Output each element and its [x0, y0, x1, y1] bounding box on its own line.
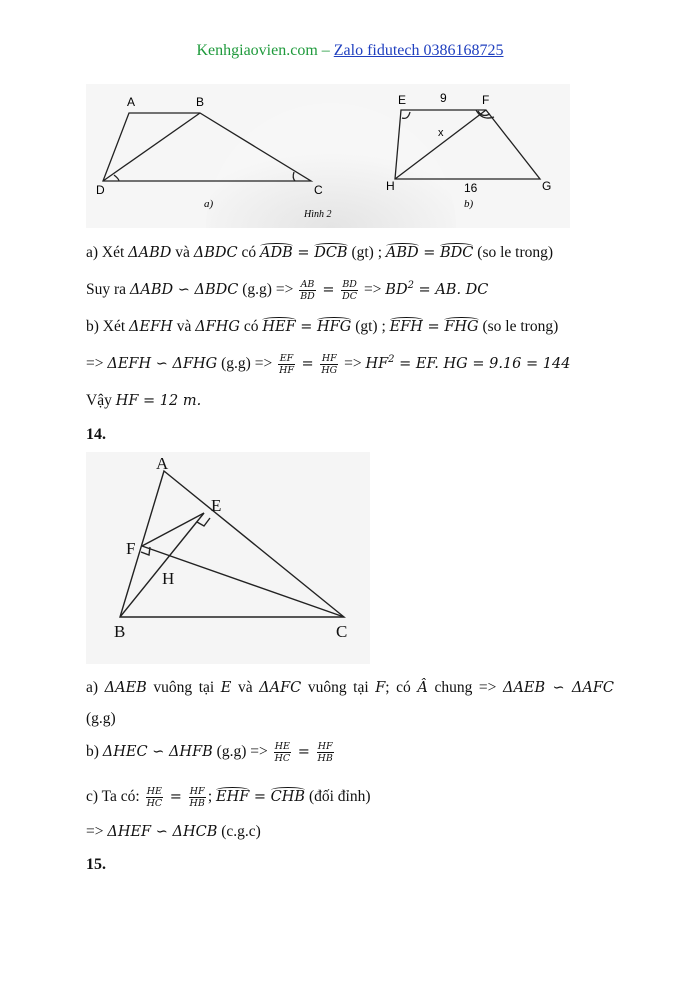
figure-hinh-2	[86, 84, 570, 228]
sol14-part-a: a) ΔAEB vuông tại E và ΔAFC vuông tại F; có Â chung => ΔAEB ∽ ΔAFC	[86, 679, 615, 696]
zalo-contact-link[interactable]: Zalo fidutech 0386168725	[333, 42, 504, 59]
point-a: A	[156, 454, 169, 473]
sol14-part-c: c) Ta có: $\frac{HE}{HC}$ = $\frac{HF}{HB}$ ; EHF = CHB (đối đỉnh)	[86, 786, 371, 809]
fraction: $\frac{HF}{HG}$	[321, 353, 338, 376]
point-e: E	[211, 496, 222, 515]
fraction: $\frac{HE}{HC}$	[146, 786, 163, 809]
sol13-part-b-result: => ΔEFH ∽ ΔFHG (g.g) => $\frac{EF}{HF}$ = $\frac{HF}{HG}$ => $HF^2$ = EF. HG = 9.16 = 144	[86, 353, 571, 376]
sol13-suy-ra: Suy ra ΔABD ∽ ΔBDC (g.g) => $\frac{AB}{BD}$ = $\frac{BD}{DC}$ => $BD^2$ = AB. DC	[86, 279, 489, 302]
length-hg: 16	[464, 181, 478, 195]
point-c: C	[314, 183, 323, 197]
figure-problem-14	[86, 452, 370, 664]
point-d: D	[96, 183, 105, 197]
sol14-part-c-result: => ΔHEF ∽ ΔHCB (c.g.c)	[86, 823, 261, 840]
point-b: B	[114, 622, 126, 641]
length-ef: 9	[440, 91, 447, 105]
point-c: C	[336, 622, 348, 641]
problem-14-number: 14.	[86, 426, 106, 443]
header-separator: –	[317, 42, 334, 59]
point-f: F	[126, 539, 136, 558]
fraction: $\frac{AB}{BD}$	[300, 279, 315, 302]
sol13-conclusion: Vậy HF = 12 m.	[86, 392, 202, 409]
point-a: A	[127, 95, 136, 109]
sol13-part-b: b) Xét ΔEFH và ΔFHG có HEF = HFG (gt) ; EFH = FHG (so le trong)	[86, 318, 559, 335]
fraction: $\frac{HF}{HB}$	[189, 786, 205, 809]
point-h: H	[162, 569, 175, 588]
fraction: $\frac{BD}{DC}$	[342, 279, 358, 302]
fraction: $\frac{EF}{HF}$	[279, 353, 294, 376]
sol14-part-a-cont: (g.g)	[86, 710, 116, 727]
figure-caption: Hình 2	[304, 209, 332, 220]
fraction: $\frac{HE}{HC}$	[274, 741, 291, 764]
sol14-part-b: b) ΔHEC ∽ ΔHFB (g.g) => $\frac{HE}{HC}$ = $\frac{HF}{HB}$	[86, 741, 333, 764]
point-f: F	[482, 93, 490, 107]
label-b: b)	[464, 198, 474, 210]
point-b: B	[196, 95, 205, 109]
point-g: G	[542, 179, 552, 193]
page-header	[0, 42, 700, 60]
point-e: E	[398, 93, 407, 107]
problem-15-number: 15.	[86, 856, 106, 873]
label-a: a)	[204, 198, 214, 210]
label-x: x	[438, 127, 444, 139]
fraction: $\frac{HF}{HB}$	[317, 741, 333, 764]
point-h: H	[386, 179, 395, 193]
sol13-part-a: a) Xét ΔABD và ΔBDC có ADB = DCB (gt) ; ABD = BDC (so le trong)	[86, 244, 554, 261]
site-name[interactable]: Kenhgiaovien.com	[196, 42, 318, 59]
